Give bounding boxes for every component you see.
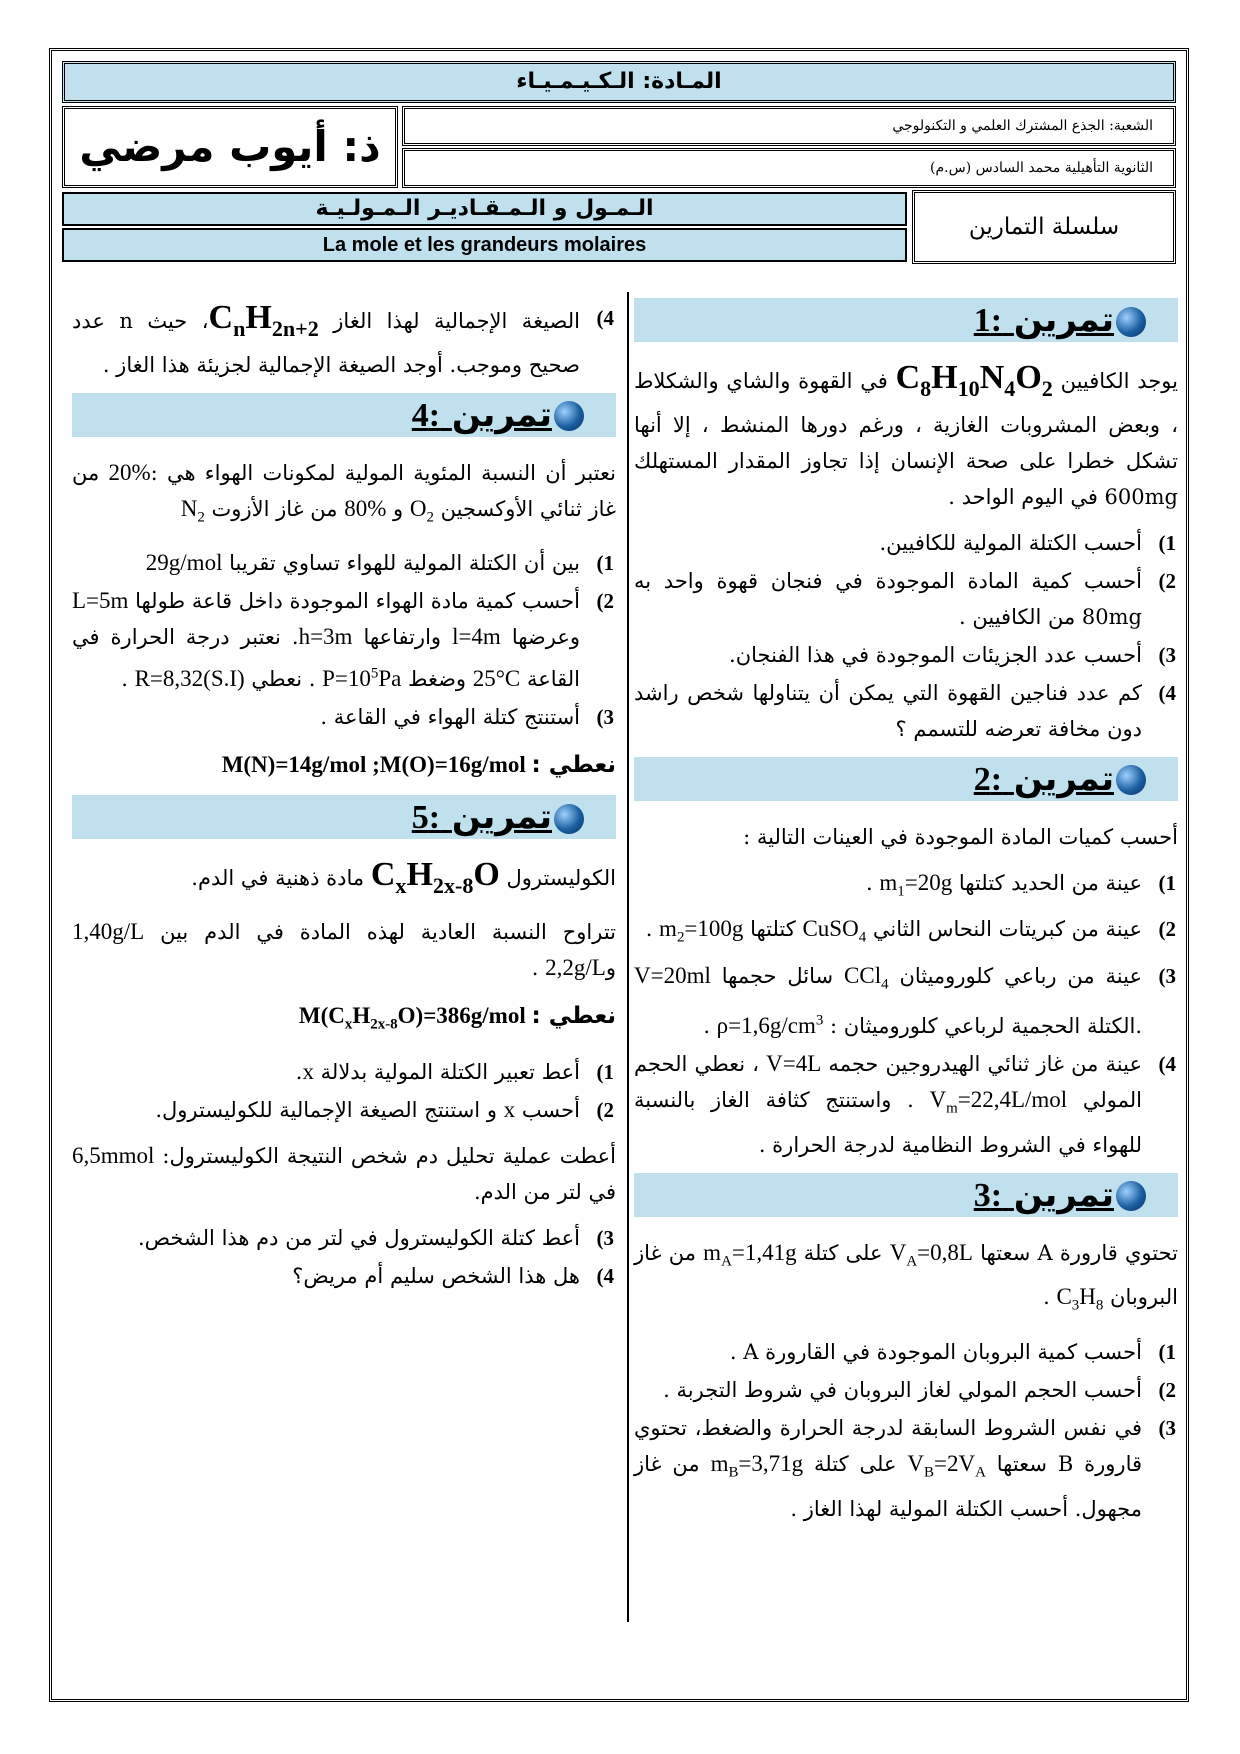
exercise-4-questions: [72, 545, 616, 735]
exercise-3-intro: تحتوي قارورة A سعتها $V_A=0,8L$ على كتلة $m_A=1,41g$ من غاز البروبان $C_3H_8$ .: [634, 1239, 1178, 1315]
item-number: 3): [1158, 963, 1176, 988]
list-item: [634, 1410, 1178, 1527]
exercise-1-header: [634, 298, 1178, 342]
subject-bar: المـادة: الـكـيـمـيـاء: [62, 61, 1176, 103]
list-item: [72, 583, 616, 697]
left-column: [72, 300, 616, 1304]
item-text: أستنتج كتلة الهواء في القاعة .: [320, 705, 580, 730]
list-item: [72, 1258, 616, 1294]
exercise-5-intro: الكوليسترول $C_xH_{2x-8}O$ مادة ذهنية في الدم.: [191, 856, 616, 898]
exercise-3-title: تمرين :3: [974, 1173, 1146, 1218]
list-item: [72, 699, 616, 735]
item-text: عينة من كبريتات النحاس الثاني CuSO$_4$ كتلتها $m_2=100g$ .: [645, 916, 1142, 946]
exercise-5-title: تمرين :5: [412, 795, 584, 840]
item-number: 2): [1158, 568, 1176, 593]
exercise-4-given: نعطي : M(N)=14g/mol ;M(O)=16g/mol: [221, 752, 616, 779]
list-item: [634, 1372, 1178, 1408]
item-text: في نفس الشروط السابقة لدرجة الحرارة والضغط، تحتوي قارورة B سعتها $V_B=2V_A$ على كتلة $m_B=3,71g$ من غاز مجهول. أحسب الكتلة المولية لهذا الغاز .: [634, 1416, 1143, 1521]
series-label: سلسلة التمارين: [912, 190, 1176, 264]
list-item: [634, 675, 1178, 747]
globe-icon: [1116, 1181, 1146, 1211]
item-number: 3): [596, 705, 614, 730]
exercise-4-header: [72, 393, 616, 437]
exercise-4-intro: نعتبر أن النسبة المئوية المولية لمكونات الهواء هي :20% من غاز ثنائي الأوكسجين $O_2$ و 80% من غاز الأزوت $N_2$: [72, 459, 616, 526]
item-number: 2): [596, 589, 614, 614]
exercise-2-title: تمرين :2: [974, 757, 1146, 802]
list-item: [634, 958, 1178, 1044]
item-number: 3): [1158, 642, 1176, 667]
branch-line: الشعبة: الجذع المشترك العلمي و التكنولوجي: [402, 106, 1176, 146]
item-number: 3): [596, 1226, 614, 1251]
item-text: عينة من الحديد كتلتها $m_1=20g$ .: [866, 869, 1142, 900]
item-text: أعط تعبير الكتلة المولية بدلالة x.: [295, 1059, 580, 1085]
item-text: عينة من رباعي كلوروميثان CCl$_4$ سائل حجمها V=20ml .الكتلة الحجمية لرباعي كلوروميثان : $\rho=1,6g/cm^3$ .: [634, 962, 1143, 1039]
item-text: أحسب الكتلة المولية للكافيين.: [879, 530, 1142, 555]
list-item: [634, 1334, 1178, 1370]
exercise-5-range: تتراوح النسبة العادية لهذه المادة في الدم بين 1,40g/L و2,2g/L .: [72, 918, 616, 980]
exercise-2-intro: أحسب كميات المادة الموجودة في العينات التالية :: [743, 824, 1178, 849]
list-item: [72, 1092, 616, 1128]
item-number: 4): [1158, 680, 1176, 705]
exercise-5-questions-a: [72, 1054, 616, 1128]
item-number: 2): [596, 1098, 614, 1123]
item-number: 1): [596, 1060, 614, 1085]
exercise-3-question-4: [72, 300, 616, 383]
exercise-3-header: [634, 1173, 1178, 1217]
exercise-5-given: نعطي : $M(C_xH_{2x-8}O)=386g$/mol: [298, 1002, 616, 1033]
exercise-4-title: تمرين :4: [412, 393, 584, 438]
item-text: أحسب الحجم المولي لغاز البروبان في شروط التجربة .: [663, 1378, 1142, 1403]
item-text: أحسب كمية المادة الموجودة في فنجان قهوة واحد به 80mg من الكافيين .: [634, 568, 1142, 629]
caffeine-formula: $C_8H_{10}N_4O_2$: [895, 359, 1053, 401]
exercise-1-questions: [634, 525, 1178, 747]
globe-icon: [1116, 307, 1146, 337]
exercise-5-analysis: أعطت عملية تحليل دم شخص النتيجة الكوليسترول: 6,5mmol في لتر من الدم.: [72, 1143, 616, 1205]
item-number: 2): [1158, 1378, 1176, 1403]
globe-icon: [1116, 765, 1146, 795]
item-number: 1): [1158, 870, 1176, 895]
list-item: [72, 1054, 616, 1090]
item-text: أعط كتلة الكوليسترول في لتر من دم هذا الشخص.: [137, 1226, 580, 1251]
item-number: 3): [1158, 1416, 1176, 1441]
list-item: [634, 1046, 1178, 1163]
list-item: 4) الصيغة الإجمالية لهذا الغاز $C_nH_{2n+2}،$ حيث n عدد صحيح وموجب. أوجد الصيغة الإجمالية لجزيئة هذا الغاز .: [72, 299, 614, 377]
item-text: أحسب x و استنتج الصيغة الإجمالية للكوليسترول.: [155, 1097, 580, 1123]
globe-icon: [554, 804, 584, 834]
item-text: أحسب عدد الجزيئات الموجودة في هذا الفنجان.: [729, 642, 1142, 667]
item-text: هل هذا الشخص سليم أم مريض؟: [292, 1264, 580, 1289]
item-text: أحسب كمية مادة الهواء الموجودة داخل قاعة طولها L=5m وعرضها l=4m وارتفاعها h=3m. نعتبر درجة الحرارة في القاعة 25°C وضغط $P=10^5Pa$ . نعطي R=8,32(S.I) .: [72, 588, 581, 692]
item-number: 1): [1158, 530, 1176, 555]
globe-icon: [554, 401, 584, 431]
exercise-1-title: تمرين :1: [974, 298, 1146, 343]
list-item: [634, 865, 1178, 910]
teacher-name: ذ: أيوب مرضي: [62, 106, 398, 188]
exercise-1-intro: يوجد الكافيين $C_8H_{10}N_4O_2$ في القهوة والشاي والشكلاط ، وبعض المشروبات الغازية ، ورغم دورها المنشط ، إلا أنها تشكل خطرا على صحة الإنسان إذا تجاوز المقدار المستهلك 600mg في اليوم الواحد .: [634, 359, 1178, 509]
list-item: [634, 637, 1178, 673]
item-text: عينة من غاز ثنائي الهيدروجين حجمه V=4L ، نعطي الحجم المولي $V_m=22,4L$/mol . واستنتج كثافة الغاز بالنسبة للهواء في الشروط النظامية لدرجة الحرارة .: [634, 1051, 1142, 1157]
item-text: أحسب كمية البروبان الموجودة في القارورة A .: [729, 1340, 1142, 1365]
exercise-5-questions-b: [72, 1220, 616, 1294]
item-number: 1): [596, 551, 614, 576]
item-number: 4): [1158, 1052, 1176, 1077]
list-item: [634, 911, 1178, 956]
exercise-2-questions: [634, 865, 1178, 1163]
list-item: [72, 1220, 616, 1256]
title-arabic: الـمـول و الـمـقـاديـر الـمـولـيـة: [62, 192, 907, 226]
list-item: [634, 525, 1178, 561]
column-divider: [627, 292, 629, 1622]
list-item: [634, 563, 1178, 635]
item-text: بين أن الكتلة المولية للهواء تساوي تقريبا 29g/mol: [145, 550, 580, 576]
item-number: 2): [1158, 917, 1176, 942]
school-line: الثانوية التأهيلية محمد السادس (س.م): [402, 148, 1176, 188]
exercise-3-questions: [634, 1334, 1178, 1527]
exercise-2-header: [634, 757, 1178, 801]
list-item: [72, 545, 616, 581]
right-column: [634, 292, 1178, 1537]
item-number: 4): [596, 1264, 614, 1289]
exercise-5-header: [72, 795, 616, 839]
item-text: كم عدد فناجين القهوة التي يمكن أن يتناولها شخص راشد دون مخافة تعرضه للتسمم ؟: [634, 680, 1142, 741]
item-number: 1): [1158, 1340, 1176, 1365]
title-french: La mole et les grandeurs molaires: [62, 228, 907, 262]
